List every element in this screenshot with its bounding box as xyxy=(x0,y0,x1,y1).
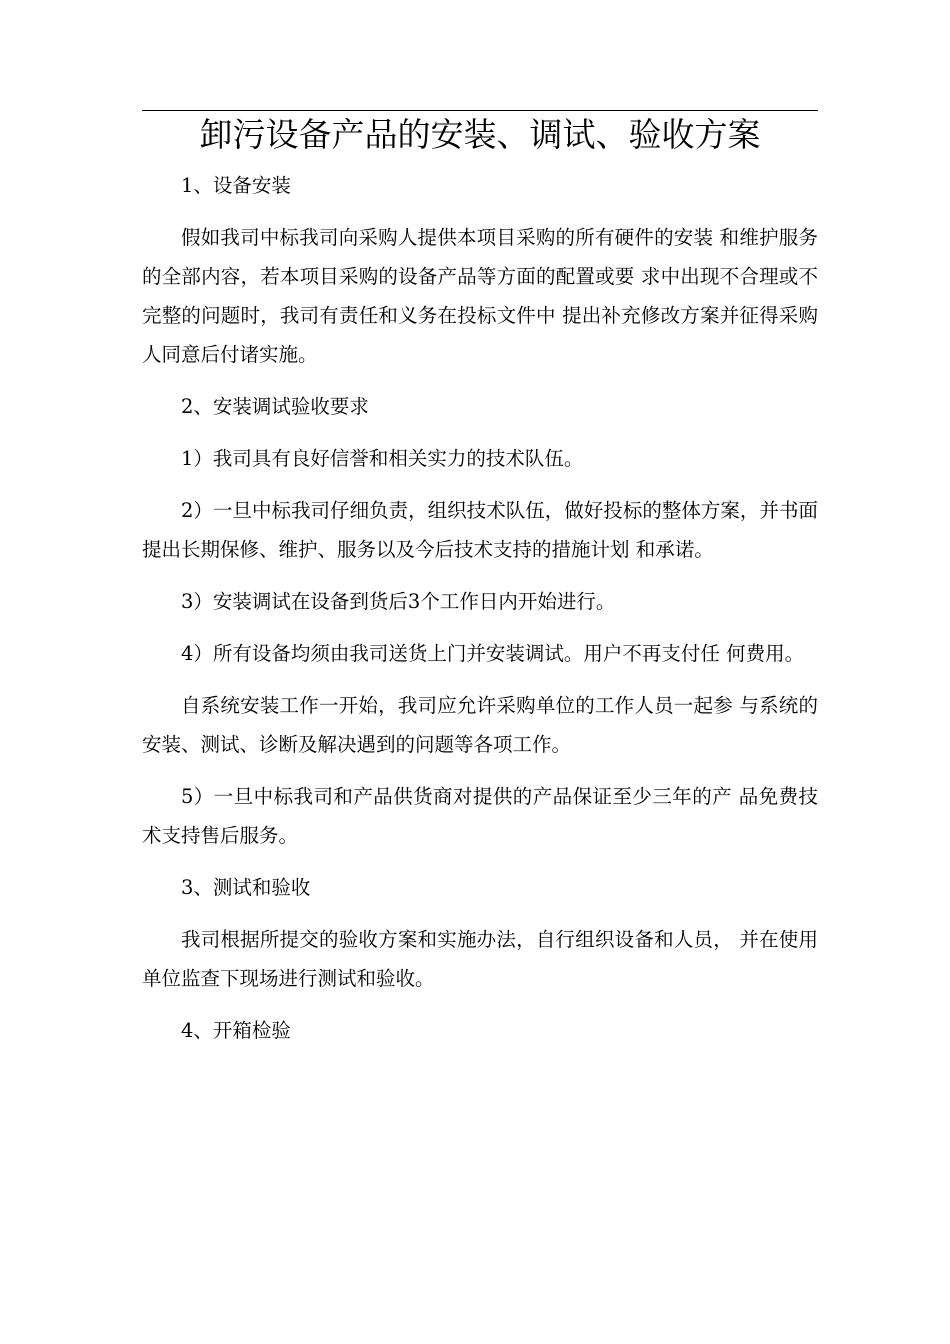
paragraph-testing: 我司根据所提交的验收方案和实施办法，自行组织设备和人员， 并在使用单位监查下现场进行测试和验收。 xyxy=(142,928,818,990)
section-heading-3: 3、测试和验收 xyxy=(181,876,311,899)
section-heading-4: 4、开箱检验 xyxy=(181,1019,291,1042)
document-title: 卸污设备产品的安装、调试、验收方案 xyxy=(199,115,761,154)
requirement-item-1: 1）我司具有良好信誉和相关实力的技术队伍。 xyxy=(181,447,584,470)
section-heading-1: 1、设备安装 xyxy=(181,174,291,197)
section-heading-2: 2、安装调试验收要求 xyxy=(181,395,369,418)
requirement-item-5: 5）一旦中标我司和产品供货商对提供的产品保证至少三年的产 品免费技术支持售后服务。 xyxy=(142,785,818,847)
paragraph-participation: 自系统安装工作一开始，我司应允许采购单位的工作人员一起参 与系统的安装、测试、诊断及解决遇到的问题等各项工作。 xyxy=(142,694,818,756)
document-body xyxy=(142,166,818,1050)
header-rule xyxy=(142,110,818,111)
requirement-item-2: 2）一旦中标我司仔细负责，组织技术队伍，做好投标的整体方案，并书面提出长期保修、维护、服务以及今后技术支持的措施计划 和承诺。 xyxy=(142,499,818,561)
paragraph-installation: 假如我司中标我司向采购人提供本项目采购的所有硬件的安装 和维护服务的全部内容，若本项目采购的设备产品等方面的配置或要 求中出现不合理或不完整的问题时，我司有责任和义务在投标文件中 提出补充修改方案并征得采购人同意后付诸实施。 xyxy=(142,226,818,366)
requirement-item-4: 4）所有设备均须由我司送货上门并安装调试。用户不再支付任 何费用。 xyxy=(181,642,805,665)
requirement-item-3: 3）安装调试在设备到货后3个工作日内开始进行。 xyxy=(181,590,616,613)
